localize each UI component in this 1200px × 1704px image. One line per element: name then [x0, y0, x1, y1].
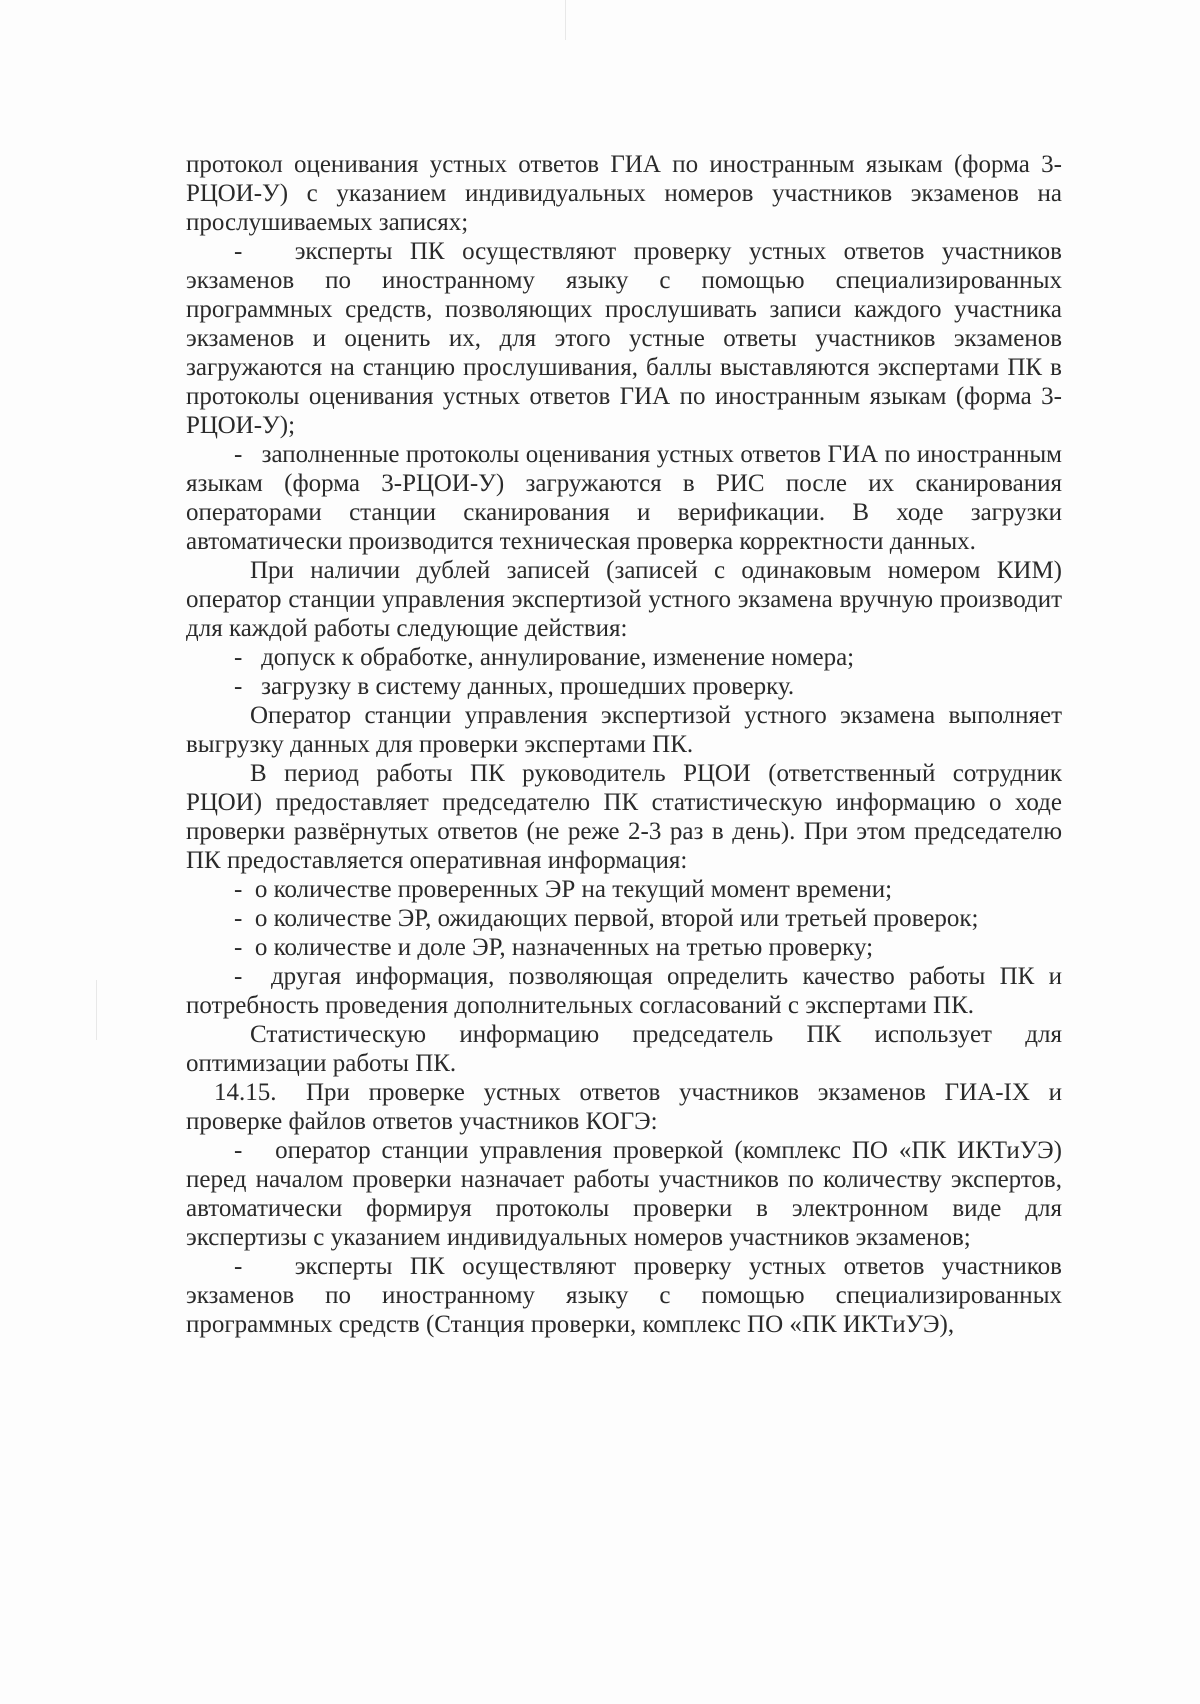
bullet-marker: -: [234, 673, 243, 700]
bullet-marker: -: [234, 1137, 243, 1164]
item-number: 14.15.: [214, 1079, 277, 1106]
numbered-item: [186, 1078, 1062, 1136]
bullet-item: [186, 643, 1062, 672]
bullet-item: [186, 440, 1062, 556]
bullet-marker: -: [234, 905, 243, 932]
bullet-item: [186, 237, 1062, 440]
bullet-item: [186, 1136, 1062, 1252]
document-body: [186, 150, 1062, 1339]
bullet-text: оператор станции управления проверкой (комплекс ПО «ПК ИКТиУЭ) перед началом проверки назначает работы участников по количеству экспертов, автоматически формируя протоколы проверки в электронном виде для экспертизы с указанием индивидуальных номеров участников экзаменов;: [186, 1137, 1063, 1251]
bullet-marker: -: [234, 876, 243, 903]
bullet-text: эксперты ПК осуществляют проверку устных ответов участников экзаменов по иностранному языку с помощью специализированных программных средств, позволяющих прослушивать записи каждого участника экзаменов и оценить их, для этого устные ответы участников экзаменов загружаются на станцию прослушивания, баллы выставляются экспертами ПК в протоколы оценивания устных ответов ГИА по иностранным языкам (форма 3-РЦОИ-У);: [186, 238, 1062, 439]
bullet-item: [186, 962, 1062, 1020]
bullet-marker: -: [234, 441, 243, 468]
paragraph-continuation: протокол оценивания устных ответов ГИА по иностранным языкам (форма 3-РЦОИ-У) с указанием индивидуальных номеров участников экзаменов на прослушиваемых записях;: [186, 151, 1062, 236]
bullet-text: эксперты ПК осуществляют проверку устных ответов участников экзаменов по иностранному языку с помощью специализированных программных средств (Станция проверки, комплекс ПО «ПК ИКТиУЭ),: [186, 1253, 1062, 1338]
paragraph: Статистическую информацию председатель ПК использует для оптимизации работы ПК.: [186, 1021, 1062, 1077]
paragraph: При наличии дублей записей (записей с одинаковым номером КИМ) оператор станции управления экспертизой устного экзамена вручную производит для каждой работы следующие действия:: [186, 557, 1062, 642]
bullet-item: [186, 875, 1062, 904]
paragraph: В период работы ПК руководитель РЦОИ (ответственный сотрудник РЦОИ) предоставляет председателю ПК статистическую информацию о ходе проверки развёрнутых ответов (не реже 2-3 раз в день). При этом председателю ПК предоставляется оперативная информация:: [186, 760, 1062, 874]
bullet-marker: -: [234, 644, 243, 671]
bullet-text: допуск к обработке, аннулирование, изменение номера;: [261, 644, 855, 671]
item-text: При проверке устных ответов участников экзаменов ГИА-IX и проверке файлов ответов участников КОГЭ:: [186, 1079, 1062, 1135]
bullet-text: о количестве и доле ЭР, назначенных на третью проверку;: [254, 934, 874, 961]
bullet-text: о количестве проверенных ЭР на текущий момент времени;: [254, 876, 893, 903]
scan-artifact-line: [96, 980, 97, 1040]
bullet-text: о количестве ЭР, ожидающих первой, второй или третьей проверок;: [254, 905, 979, 932]
bullet-marker: -: [234, 934, 243, 961]
bullet-marker: -: [234, 1253, 243, 1280]
bullet-marker: -: [234, 238, 243, 265]
bullet-marker: -: [234, 963, 243, 990]
bullet-item: [186, 1252, 1062, 1339]
paragraph: Оператор станции управления экспертизой устного экзамена выполняет выгрузку данных для проверки экспертами ПК.: [186, 702, 1062, 758]
bullet-text: заполненные протоколы оценивания устных ответов ГИА по иностранным языкам (форма 3-РЦОИ-У) загружаются в РИС после их сканирования операторами станции сканирования и верификации. В ходе загрузки автоматически производится техническая проверка корректности данных.: [186, 441, 1063, 555]
bullet-item: [186, 672, 1062, 701]
bullet-item: [186, 933, 1062, 962]
bullet-item: [186, 904, 1062, 933]
scan-artifact-line: [565, 0, 566, 40]
bullet-text: загрузку в систему данных, прошедших проверку.: [261, 673, 795, 700]
bullet-text: другая информация, позволяющая определить качество работы ПК и потребность проведения дополнительных согласований с экспертами ПК.: [186, 963, 1062, 1019]
